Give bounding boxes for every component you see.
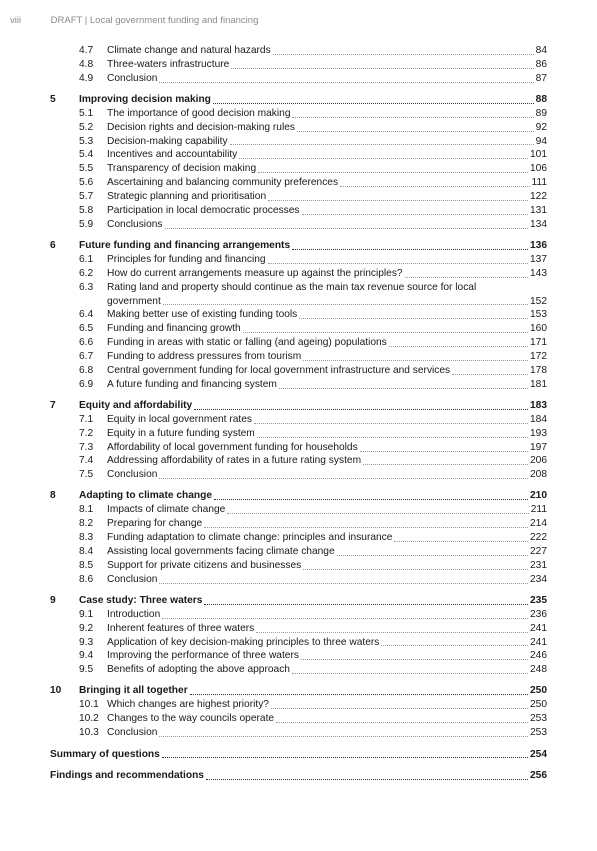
toc-entry-page: 214 bbox=[530, 518, 547, 530]
toc-entry[interactable] bbox=[50, 698, 547, 712]
dot-leader bbox=[363, 464, 528, 465]
toc-entry[interactable] bbox=[50, 308, 547, 322]
toc-entry-title: Conclusion bbox=[107, 727, 158, 739]
dot-leader bbox=[162, 757, 528, 758]
toc-entry-number: 7.5 bbox=[79, 469, 94, 481]
toc-entry-title: Which changes are highest priority? bbox=[107, 699, 269, 711]
toc-entry-number: 7.3 bbox=[79, 441, 94, 453]
toc-entry-page: 248 bbox=[530, 664, 547, 676]
toc-entry[interactable] bbox=[50, 378, 547, 392]
toc-entry-page: 101 bbox=[530, 149, 547, 161]
toc-entry-page: 253 bbox=[530, 727, 547, 739]
toc-entry-page: 160 bbox=[530, 323, 547, 335]
dot-leader bbox=[243, 332, 528, 333]
dot-leader bbox=[271, 708, 528, 709]
toc-entry-number: 8.3 bbox=[79, 532, 94, 544]
toc-entry-page: 171 bbox=[530, 337, 547, 349]
toc-entry-title: Changes to the way councils operate bbox=[107, 713, 275, 725]
toc-entry-title: Conclusion bbox=[107, 469, 158, 481]
toc-entry-number: 8.1 bbox=[79, 504, 94, 516]
toc-entry-page: 152 bbox=[530, 295, 547, 307]
toc-entry-page: 153 bbox=[530, 309, 547, 321]
toc-entry-number: 4.8 bbox=[79, 58, 94, 70]
toc-entry-title: Support for private citizens and businesses bbox=[107, 559, 302, 571]
toc-entry-number: 7.4 bbox=[79, 455, 94, 467]
toc-entry-number: 9 bbox=[50, 594, 56, 606]
toc-entry-number: 6.8 bbox=[79, 364, 94, 376]
toc-entry-number: 10.3 bbox=[79, 727, 99, 739]
dot-leader bbox=[165, 228, 529, 229]
toc-entry-title: Climate change and natural hazards bbox=[107, 44, 271, 56]
dot-leader bbox=[389, 346, 528, 347]
dot-leader bbox=[360, 451, 528, 452]
toc-entry-number: 6.3 bbox=[79, 281, 94, 293]
toc-entry-page: 250 bbox=[530, 699, 547, 711]
dot-leader bbox=[159, 583, 528, 584]
toc-entry-title: Funding in areas with static or falling (and ageing) populations bbox=[107, 337, 387, 349]
dot-leader bbox=[162, 618, 528, 619]
dot-leader bbox=[256, 632, 528, 633]
toc-entry[interactable] bbox=[50, 162, 547, 176]
toc-entry-page: 250 bbox=[530, 685, 547, 697]
dot-leader bbox=[194, 409, 528, 410]
toc-entry-title: Impacts of climate change bbox=[107, 504, 226, 516]
toc-entry[interactable] bbox=[50, 573, 547, 587]
toc-entry-page: 178 bbox=[530, 364, 547, 376]
toc-entry-title: Conclusions bbox=[107, 218, 163, 230]
dot-leader bbox=[159, 736, 528, 737]
toc-entry[interactable] bbox=[50, 135, 547, 149]
toc-entry-number: 4.9 bbox=[79, 72, 94, 84]
dot-leader bbox=[303, 569, 528, 570]
toc-entry-number: 6.4 bbox=[79, 309, 94, 321]
toc-entry-page: 236 bbox=[530, 608, 547, 620]
toc-entry-title: Making better use of existing funding tools bbox=[107, 309, 298, 321]
toc-entry-title: Incentives and accountability bbox=[107, 149, 238, 161]
toc-entry[interactable] bbox=[50, 281, 547, 295]
toc-entry-title: Future funding and financing arrangements bbox=[79, 239, 291, 251]
toc-entry-number: 7.1 bbox=[79, 413, 94, 425]
toc-chapter[interactable] bbox=[50, 93, 547, 107]
toc-entry[interactable] bbox=[50, 636, 547, 650]
page-number: viii bbox=[10, 15, 22, 26]
toc-entry-number: 6.9 bbox=[79, 378, 94, 390]
toc-entry-title: Assisting local governments facing climate change bbox=[107, 546, 335, 558]
toc-entry-page: 241 bbox=[530, 622, 547, 634]
toc-entry-title: Addressing affordability of rates in a future rating system bbox=[107, 455, 362, 467]
table-of-contents bbox=[50, 44, 547, 783]
toc-entry-title: Affordability of local government funding for households bbox=[107, 441, 358, 453]
dot-leader bbox=[292, 673, 528, 674]
dot-leader bbox=[159, 478, 528, 479]
toc-entry-page: 94 bbox=[535, 135, 547, 147]
toc-entry-title: Improving the performance of three waters bbox=[107, 650, 299, 662]
dot-leader bbox=[227, 513, 528, 514]
toc-entry-number: 8.4 bbox=[79, 546, 94, 558]
toc-entry[interactable] bbox=[50, 455, 547, 469]
dot-leader bbox=[292, 117, 533, 118]
toc-entry-number: 9.5 bbox=[79, 664, 94, 676]
toc-entry[interactable] bbox=[50, 350, 547, 364]
dot-leader bbox=[204, 604, 528, 605]
toc-entry[interactable] bbox=[50, 364, 547, 378]
toc-entry-title: Bringing it all together bbox=[79, 685, 188, 697]
toc-entry-page: 111 bbox=[531, 177, 547, 189]
dot-leader bbox=[301, 659, 528, 660]
dot-leader bbox=[276, 722, 528, 723]
dot-leader bbox=[279, 388, 528, 389]
toc-entry-title: government bbox=[107, 295, 161, 307]
toc-entry-page: 88 bbox=[535, 93, 547, 105]
dot-leader bbox=[292, 249, 528, 250]
toc-entry-page: 183 bbox=[530, 399, 547, 411]
toc-entry-title: Equity in a future funding system bbox=[107, 427, 255, 439]
dot-leader bbox=[297, 131, 534, 132]
dot-leader bbox=[239, 158, 528, 159]
toc-entry-page: 143 bbox=[530, 267, 547, 279]
toc-entry-title: Findings and recommendations bbox=[50, 770, 204, 782]
toc-entry[interactable] bbox=[50, 517, 547, 531]
toc-entry-page: 122 bbox=[530, 191, 547, 203]
toc-entry[interactable] bbox=[50, 190, 547, 204]
toc-entry-number: 6.7 bbox=[79, 351, 94, 363]
toc-entry[interactable] bbox=[50, 531, 547, 545]
dot-leader bbox=[258, 172, 528, 173]
toc-entry-title: Transparency of decision making bbox=[107, 163, 257, 175]
dot-leader bbox=[206, 779, 528, 780]
toc-entry[interactable] bbox=[50, 468, 547, 482]
toc-entry-page: 231 bbox=[530, 559, 547, 571]
toc-entry-number: 5.6 bbox=[79, 177, 94, 189]
toc-entry[interactable] bbox=[50, 649, 547, 663]
toc-entry-title: Preparing for change bbox=[107, 518, 203, 530]
toc-entry-title: Application of key decision-making principles to three waters bbox=[107, 636, 380, 648]
toc-entry-title: Three-waters infrastructure bbox=[107, 58, 230, 70]
toc-entry-number: 10 bbox=[50, 685, 62, 697]
toc-entry-title: Central government funding for local government infrastructure and services bbox=[107, 364, 451, 376]
toc-entry-number: 6.1 bbox=[79, 253, 94, 265]
toc-chapter[interactable] bbox=[50, 489, 547, 503]
toc-entry[interactable] bbox=[50, 726, 547, 740]
toc-entry-number: 7.2 bbox=[79, 427, 94, 439]
toc-entry-number: 6.2 bbox=[79, 267, 94, 279]
dot-leader bbox=[452, 374, 528, 375]
toc-entry-page: 254 bbox=[530, 748, 547, 760]
toc-entry-number: 5.8 bbox=[79, 204, 94, 216]
toc-entry-title: Rating land and property should continue as the main tax revenue source for local bbox=[107, 281, 477, 293]
toc-entry-title: The importance of good decision making bbox=[107, 107, 291, 119]
toc-entry-page: 181 bbox=[530, 378, 547, 390]
toc-entry[interactable] bbox=[50, 295, 547, 309]
toc-entry[interactable] bbox=[50, 336, 547, 350]
toc-entry-number: 5.7 bbox=[79, 191, 94, 203]
toc-entry[interactable] bbox=[50, 413, 547, 427]
toc-entry-title: Participation in local democratic processes bbox=[107, 204, 300, 216]
running-header bbox=[10, 15, 258, 26]
toc-entry-title: Funding adaptation to climate change: principles and insurance bbox=[107, 532, 393, 544]
toc-entry-page: 137 bbox=[530, 253, 547, 265]
toc-entry-page: 210 bbox=[530, 490, 547, 502]
dot-leader bbox=[381, 645, 528, 646]
toc-entry[interactable] bbox=[50, 267, 547, 281]
dot-leader bbox=[273, 54, 534, 55]
dot-leader bbox=[257, 437, 528, 438]
toc-entry-page: 193 bbox=[530, 427, 547, 439]
toc-entry-number: 8.6 bbox=[79, 573, 94, 585]
toc-entry-number: 9.1 bbox=[79, 608, 94, 620]
toc-entry-page: 106 bbox=[530, 163, 547, 175]
toc-entry-title: Adapting to climate change bbox=[79, 490, 213, 502]
toc-entry-page: 197 bbox=[530, 441, 547, 453]
toc-entry-number: 5.3 bbox=[79, 135, 94, 147]
toc-entry-title: Summary of questions bbox=[50, 748, 160, 760]
toc-entry-title: Ascertaining and balancing community preferences bbox=[107, 177, 339, 189]
toc-entry[interactable] bbox=[50, 58, 547, 72]
toc-entry-number: 7 bbox=[50, 399, 56, 411]
dot-leader bbox=[337, 555, 528, 556]
dot-leader bbox=[190, 694, 528, 695]
toc-entry-number: 5.2 bbox=[79, 121, 94, 133]
toc-entry-page: 206 bbox=[530, 455, 547, 467]
dot-leader bbox=[254, 423, 528, 424]
toc-entry-title: Inherent features of three waters bbox=[107, 622, 255, 634]
toc-entry-title: A future funding and financing system bbox=[107, 378, 277, 390]
toc-entry-number: 5.9 bbox=[79, 218, 94, 230]
toc-entry[interactable] bbox=[50, 176, 547, 190]
toc-entry[interactable] bbox=[50, 622, 547, 636]
toc-entry-page: 184 bbox=[530, 413, 547, 425]
toc-entry[interactable] bbox=[50, 503, 547, 517]
toc-entry-number: 5.4 bbox=[79, 149, 94, 161]
toc-entry-title: Improving decision making bbox=[79, 93, 211, 105]
toc-entry[interactable] bbox=[50, 441, 547, 455]
toc-entry-page: 208 bbox=[530, 469, 547, 481]
toc-entry-page: 235 bbox=[530, 594, 547, 606]
dot-leader bbox=[213, 103, 534, 104]
dot-leader bbox=[163, 304, 528, 305]
toc-entry[interactable] bbox=[50, 72, 547, 86]
toc-entry-title: How do current arrangements measure up against the principles? bbox=[107, 267, 403, 279]
toc-entry-number: 8 bbox=[50, 490, 56, 502]
dot-leader bbox=[302, 214, 528, 215]
toc-entry-page: 92 bbox=[535, 121, 547, 133]
toc-entry-page: 131 bbox=[530, 204, 547, 216]
toc-entry-page: 227 bbox=[530, 546, 547, 558]
toc-entry[interactable] bbox=[50, 663, 547, 677]
toc-entry[interactable] bbox=[50, 253, 547, 267]
dot-leader bbox=[230, 144, 534, 145]
toc-entry-number: 8.5 bbox=[79, 559, 94, 571]
toc-entry-title: Equity in local government rates bbox=[107, 413, 252, 425]
toc-entry-title: Conclusion bbox=[107, 72, 158, 84]
toc-chapter[interactable] bbox=[50, 594, 547, 608]
toc-entry[interactable] bbox=[50, 107, 547, 121]
toc-entry[interactable] bbox=[50, 44, 547, 58]
dot-leader bbox=[214, 499, 528, 500]
dot-leader bbox=[405, 277, 528, 278]
toc-entry-page: 211 bbox=[530, 504, 547, 516]
toc-entry[interactable] bbox=[50, 218, 547, 232]
running-header-title: DRAFT | Local government funding and financing bbox=[50, 15, 259, 26]
toc-entry-title: Funding and financing growth bbox=[107, 323, 241, 335]
toc-entry-number: 6 bbox=[50, 239, 56, 251]
toc-entry-page: 241 bbox=[530, 636, 547, 648]
toc-entry-page: 246 bbox=[530, 650, 547, 662]
toc-section[interactable] bbox=[50, 769, 547, 783]
toc-entry-title: Strategic planning and prioritisation bbox=[107, 191, 267, 203]
toc-entry-number: 6.5 bbox=[79, 323, 94, 335]
toc-entry[interactable] bbox=[50, 712, 547, 726]
dot-leader bbox=[268, 263, 528, 264]
dot-leader bbox=[159, 82, 533, 83]
toc-entry-number: 10.2 bbox=[79, 713, 99, 725]
toc-entry-title: Funding to address pressures from tourism bbox=[107, 351, 302, 363]
dot-leader bbox=[204, 527, 528, 528]
toc-entry[interactable] bbox=[50, 559, 547, 573]
toc-entry-number: 9.3 bbox=[79, 636, 94, 648]
toc-chapter[interactable] bbox=[50, 399, 547, 413]
dot-leader bbox=[268, 200, 528, 201]
toc-entry-page: 86 bbox=[535, 58, 547, 70]
toc-entry-number: 5 bbox=[50, 93, 56, 105]
toc-entry-title: Decision rights and decision-making rules bbox=[107, 121, 295, 133]
toc-chapter[interactable] bbox=[50, 239, 547, 253]
toc-entry[interactable] bbox=[50, 148, 547, 162]
toc-entry-title: Benefits of adopting the above approach bbox=[107, 664, 290, 676]
toc-chapter[interactable] bbox=[50, 684, 547, 698]
toc-entry[interactable] bbox=[50, 121, 547, 135]
toc-entry-page: 234 bbox=[530, 573, 547, 585]
toc-entry-page: 87 bbox=[535, 72, 547, 84]
toc-entry-title: Case study: Three waters bbox=[79, 594, 203, 606]
toc-section[interactable] bbox=[50, 748, 547, 762]
toc-entry-number: 4.7 bbox=[79, 44, 94, 56]
dot-leader bbox=[303, 360, 528, 361]
toc-entry-page: 172 bbox=[530, 351, 547, 363]
toc-entry-number: 6.6 bbox=[79, 337, 94, 349]
toc-entry-number: 5.5 bbox=[79, 163, 94, 175]
toc-entry[interactable] bbox=[50, 608, 547, 622]
toc-entry-title: Equity and affordability bbox=[79, 399, 193, 411]
toc-entry-page: 134 bbox=[530, 218, 547, 230]
dot-leader bbox=[394, 541, 528, 542]
toc-entry[interactable] bbox=[50, 427, 547, 441]
toc-entry-page: 84 bbox=[535, 44, 547, 56]
dot-leader bbox=[340, 186, 529, 187]
dot-leader bbox=[231, 68, 533, 69]
toc-entry-page: 253 bbox=[530, 713, 547, 725]
toc-entry-title: Conclusion bbox=[107, 573, 158, 585]
toc-entry-title: Introduction bbox=[107, 608, 161, 620]
dot-leader bbox=[299, 318, 528, 319]
toc-entry-page: 89 bbox=[535, 107, 547, 119]
toc-entry-number: 8.2 bbox=[79, 518, 94, 530]
toc-entry-title: Decision-making capability bbox=[107, 135, 228, 147]
toc-entry-number: 9.2 bbox=[79, 622, 94, 634]
toc-entry-title: Principles for funding and financing bbox=[107, 253, 266, 265]
toc-entry[interactable] bbox=[50, 322, 547, 336]
toc-entry-page: 222 bbox=[530, 532, 547, 544]
toc-entry-number: 9.4 bbox=[79, 650, 94, 662]
toc-entry-page: 136 bbox=[530, 239, 547, 251]
toc-entry[interactable] bbox=[50, 545, 547, 559]
toc-entry-number: 10.1 bbox=[79, 699, 99, 711]
toc-entry-number: 5.1 bbox=[79, 107, 94, 119]
toc-entry-page: 256 bbox=[530, 770, 547, 782]
toc-entry[interactable] bbox=[50, 204, 547, 218]
